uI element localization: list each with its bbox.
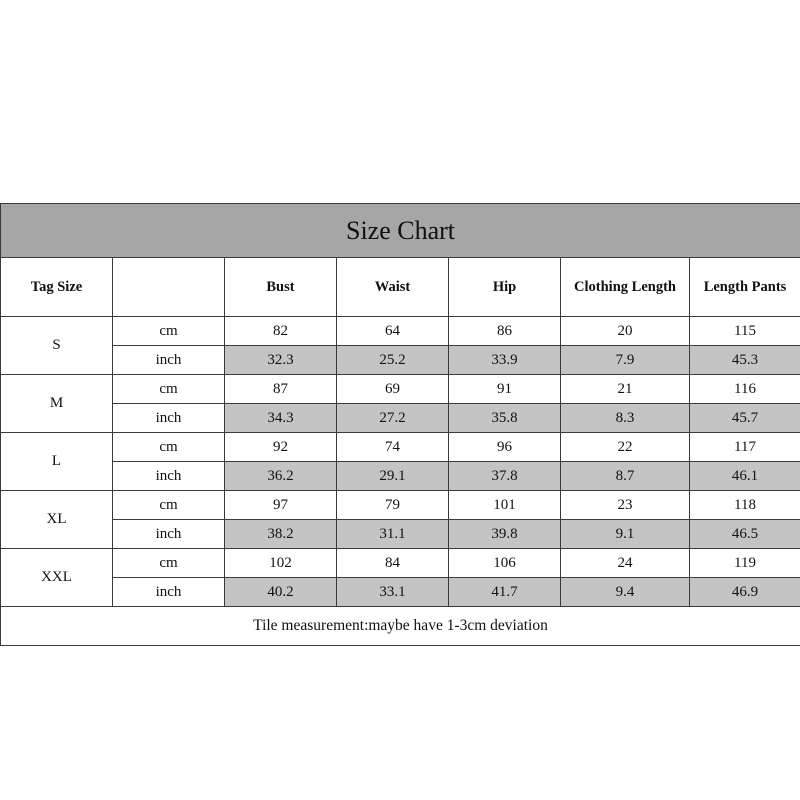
hip-value-cell: 96	[449, 433, 561, 462]
table-row	[1, 462, 800, 491]
length-pants-value-cell: 46.5	[690, 520, 800, 549]
clothing-length-value-cell: 21	[561, 375, 690, 404]
clothing-length-value-cell: 9.4	[561, 578, 690, 607]
tag-size-cell: XXL	[1, 549, 113, 607]
unit-label-cell: inch	[113, 346, 225, 375]
length-pants-value-cell: 119	[690, 549, 800, 578]
table-row	[1, 404, 800, 433]
length-pants-value-cell: 45.7	[690, 404, 800, 433]
waist-value-cell: 84	[337, 549, 449, 578]
unit-label-cell: cm	[113, 433, 225, 462]
header-waist: Waist	[337, 258, 449, 317]
hip-value-cell: 91	[449, 375, 561, 404]
table-row	[1, 549, 800, 578]
unit-label-cell: cm	[113, 317, 225, 346]
waist-value-cell: 29.1	[337, 462, 449, 491]
length-pants-value-cell: 46.9	[690, 578, 800, 607]
bust-value-cell: 97	[225, 491, 337, 520]
hip-value-cell: 101	[449, 491, 561, 520]
clothing-length-value-cell: 9.1	[561, 520, 690, 549]
clothing-length-value-cell: 20	[561, 317, 690, 346]
tag-size-cell: S	[1, 317, 113, 375]
unit-label-cell: cm	[113, 375, 225, 404]
table-row	[1, 578, 800, 607]
hip-value-cell: 106	[449, 549, 561, 578]
waist-value-cell: 25.2	[337, 346, 449, 375]
length-pants-value-cell: 46.1	[690, 462, 800, 491]
clothing-length-value-cell: 8.3	[561, 404, 690, 433]
waist-value-cell: 64	[337, 317, 449, 346]
chart-title: Size Chart	[1, 204, 800, 258]
waist-value-cell: 74	[337, 433, 449, 462]
header-clothing-length: Clothing Length	[561, 258, 690, 317]
tag-size-cell: L	[1, 433, 113, 491]
bust-value-cell: 32.3	[225, 346, 337, 375]
header-bust: Bust	[225, 258, 337, 317]
unit-label-cell: inch	[113, 404, 225, 433]
table-row	[1, 520, 800, 549]
bust-value-cell: 92	[225, 433, 337, 462]
hip-value-cell: 41.7	[449, 578, 561, 607]
length-pants-value-cell: 117	[690, 433, 800, 462]
header-length-pants: Length Pants	[690, 258, 800, 317]
hip-value-cell: 33.9	[449, 346, 561, 375]
bust-value-cell: 102	[225, 549, 337, 578]
waist-value-cell: 27.2	[337, 404, 449, 433]
bust-value-cell: 40.2	[225, 578, 337, 607]
clothing-length-value-cell: 22	[561, 433, 690, 462]
waist-value-cell: 31.1	[337, 520, 449, 549]
hip-value-cell: 86	[449, 317, 561, 346]
bust-value-cell: 87	[225, 375, 337, 404]
length-pants-value-cell: 116	[690, 375, 800, 404]
hip-value-cell: 35.8	[449, 404, 561, 433]
unit-label-cell: cm	[113, 491, 225, 520]
table-row	[1, 491, 800, 520]
table-row	[1, 375, 800, 404]
table-row	[1, 433, 800, 462]
hip-value-cell: 39.8	[449, 520, 561, 549]
length-pants-value-cell: 118	[690, 491, 800, 520]
bust-value-cell: 38.2	[225, 520, 337, 549]
length-pants-value-cell: 115	[690, 317, 800, 346]
footer-row	[1, 607, 800, 646]
waist-value-cell: 79	[337, 491, 449, 520]
waist-value-cell: 33.1	[337, 578, 449, 607]
unit-label-cell: inch	[113, 462, 225, 491]
tag-size-cell: XL	[1, 491, 113, 549]
bust-value-cell: 82	[225, 317, 337, 346]
clothing-length-value-cell: 8.7	[561, 462, 690, 491]
bust-value-cell: 36.2	[225, 462, 337, 491]
footer-note: Tile measurement:maybe have 1-3cm deviation	[1, 607, 800, 646]
table-row	[1, 346, 800, 375]
clothing-length-value-cell: 24	[561, 549, 690, 578]
header-unit	[113, 258, 225, 317]
length-pants-value-cell: 45.3	[690, 346, 800, 375]
unit-label-cell: inch	[113, 578, 225, 607]
header-row	[1, 258, 800, 317]
clothing-length-value-cell: 23	[561, 491, 690, 520]
clothing-length-value-cell: 7.9	[561, 346, 690, 375]
table-row	[1, 317, 800, 346]
bust-value-cell: 34.3	[225, 404, 337, 433]
hip-value-cell: 37.8	[449, 462, 561, 491]
size-chart-table	[0, 203, 800, 646]
header-tag-size: Tag Size	[1, 258, 113, 317]
unit-label-cell: cm	[113, 549, 225, 578]
header-hip: Hip	[449, 258, 561, 317]
waist-value-cell: 69	[337, 375, 449, 404]
unit-label-cell: inch	[113, 520, 225, 549]
tag-size-cell: M	[1, 375, 113, 433]
